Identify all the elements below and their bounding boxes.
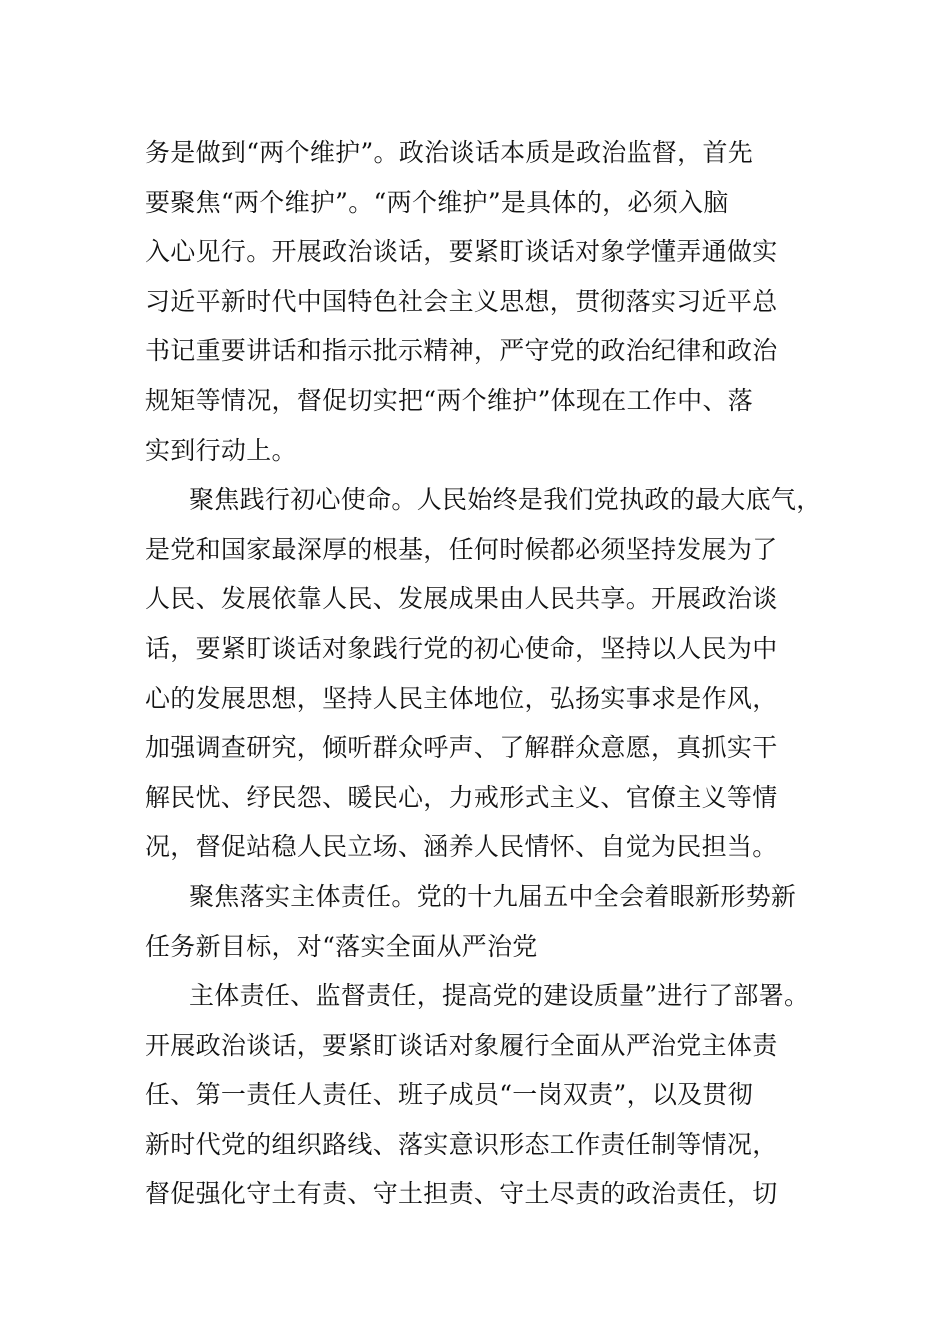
- paragraph-start-line: 聚焦落实主体责任。党的十九届五中全会着眼新形势新: [189, 881, 797, 911]
- text-line: 心的发展思想，坚持人民主体地位，弘扬实事求是作风，: [145, 683, 778, 713]
- text-line: 况，督促站稳人民立场、涵养人民情怀、自觉为民担当。: [145, 832, 778, 862]
- text-line: 新时代党的组织路线、落实意识形态工作责任制等情况，: [145, 1129, 778, 1159]
- text-line: 解民忧、纾民怨、暖民心，力戒形式主义、官僚主义等情: [145, 782, 778, 812]
- text-line: 任、第一责任人责任、班子成员“一岗双责”，以及贯彻: [145, 1080, 754, 1110]
- text-line: 人民、发展依靠人民、发展成果由人民共享。开展政治谈: [145, 584, 778, 614]
- body-text: [145, 128, 822, 1219]
- text-line: 话，要紧盯谈话对象践行党的初心使命，坚持以人民为中: [145, 633, 778, 663]
- paragraph-start-line: 主体责任、监督责任，提高党的建设质量”进行了部署。: [189, 981, 810, 1011]
- text-line: 入心见行。开展政治谈话，要紧盯谈话对象学懂弄通做实: [145, 237, 778, 267]
- text-line: 习近平新时代中国特色社会主义思想，贯彻落实习近平总: [145, 286, 778, 316]
- text-line: 开展政治谈话，要紧盯谈话对象履行全面从严治党主体责: [145, 1030, 778, 1060]
- paragraph-start-line: 聚焦践行初心使命。人民始终是我们党执政的最大底气，: [189, 485, 822, 515]
- text-line: 督促强化守土有责、守土担责、守土尽责的政治责任，切: [145, 1179, 778, 1209]
- text-line: 是党和国家最深厚的根基，任何时候都必须坚持发展为了: [145, 534, 778, 564]
- text-line: 实到行动上。: [145, 435, 297, 465]
- text-line: 规矩等情况，督促切实把“两个维护”体现在工作中、落: [145, 385, 754, 415]
- text-line: 加强调查研究，倾听群众呼声、了解群众意愿，真抓实干: [145, 733, 778, 763]
- text-line: 任务新目标，对“落实全面从严治党: [145, 931, 538, 961]
- text-line: 务是做到“两个维护”。政治谈话本质是政治监督，首先: [145, 138, 754, 167]
- text-line: 书记重要讲话和指示批示精神，严守党的政治纪律和政治: [145, 336, 778, 366]
- text-line: 要聚焦“两个维护”。“两个维护”是具体的，必须入脑: [145, 187, 729, 217]
